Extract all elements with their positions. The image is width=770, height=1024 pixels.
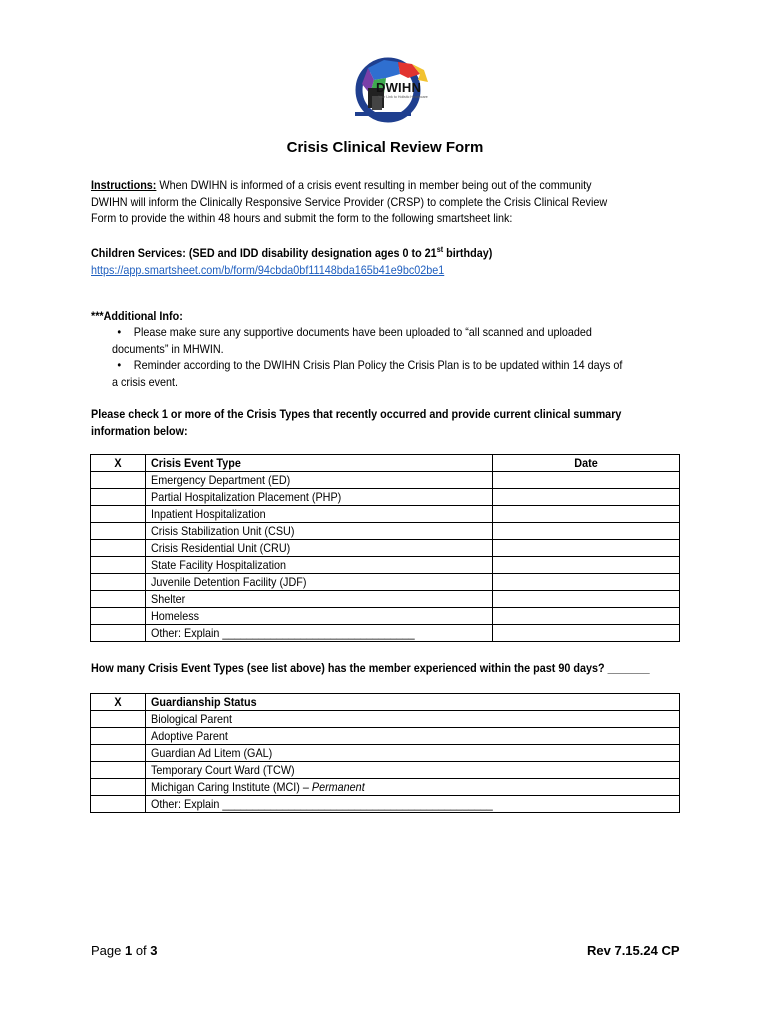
page-title: Crisis Clinical Review Form	[286, 139, 484, 156]
crisis-event-table	[90, 454, 680, 642]
guardianship-cell: Adoptive Parent	[146, 728, 680, 745]
table-header-row	[91, 694, 680, 711]
check-cell[interactable]	[91, 557, 146, 574]
check-cell[interactable]	[91, 591, 146, 608]
children-services-section	[91, 242, 627, 278]
table-row	[91, 762, 680, 779]
crisis-type-cell: State Facility Hospitalization	[146, 557, 493, 574]
crisis-type-cell: Juvenile Detention Facility (JDF)	[146, 574, 493, 591]
bullet-icon: •	[117, 325, 122, 339]
table-row	[91, 472, 680, 489]
additional-info-bullets	[112, 324, 630, 390]
check-cell[interactable]	[91, 574, 146, 591]
guardianship-cell: Temporary Court Ward (TCW)	[146, 762, 680, 779]
crisis-count-question: How many Crisis Event Types (see list above) has the member experienced within the past 90 days? _______	[91, 661, 650, 675]
instructions-paragraph	[91, 177, 627, 227]
children-services-label: Children Services: (SED and IDD disability designation ages 0 to 21st birthday)	[91, 245, 493, 260]
crisis-type-cell: Homeless	[146, 608, 493, 625]
table-header-row	[91, 455, 680, 472]
table-row	[91, 745, 680, 762]
check-cell[interactable]	[91, 472, 146, 489]
guardianship-cell: Other: Explain _____________________________________________	[146, 796, 680, 813]
crisis-type-cell: Emergency Department (ED)	[146, 472, 493, 489]
date-cell[interactable]	[493, 472, 680, 489]
check-cell[interactable]	[91, 762, 146, 779]
table-row	[91, 625, 680, 642]
check-cell[interactable]	[91, 711, 146, 728]
check-cell[interactable]	[91, 625, 146, 642]
crisis-type-cell: Shelter	[146, 591, 493, 608]
date-cell[interactable]	[493, 489, 680, 506]
column-header-x: X	[91, 455, 146, 472]
check-cell[interactable]	[91, 506, 146, 523]
table-row	[91, 608, 680, 625]
bullet-icon: •	[117, 358, 122, 372]
date-cell[interactable]	[493, 506, 680, 523]
logo-subtext: Your Link to Holistic Healthcare	[378, 95, 428, 99]
logo-text: DWIHN	[376, 80, 422, 95]
date-cell[interactable]	[493, 574, 680, 591]
column-header-crisis-type: Crisis Event Type	[146, 455, 493, 472]
check-cell[interactable]	[91, 796, 146, 813]
check-cell[interactable]	[91, 540, 146, 557]
table-row	[91, 506, 680, 523]
column-header-x: X	[91, 694, 146, 711]
instructions-label: Instructions:	[91, 178, 157, 192]
additional-info-label: ***Additional Info:	[91, 309, 183, 323]
guardianship-cell: Guardian Ad Litem (GAL)	[146, 745, 680, 762]
guardianship-table	[90, 693, 680, 813]
bullet-item: • Please make sure any supportive documents have been uploaded to “all scanned and uploaded documents” in MHWIN.	[112, 325, 592, 356]
bullet-item: • Reminder according to the DWIHN Crisis Plan Policy the Crisis Plan is to be updated within 14 days of a crisis event.	[112, 358, 623, 389]
crisis-type-cell: Partial Hospitalization Placement (PHP)	[146, 489, 493, 506]
check-cell[interactable]	[91, 489, 146, 506]
table-row	[91, 557, 680, 574]
table-row	[91, 779, 680, 796]
smartsheet-link[interactable]: https://app.smartsheet.com/b/form/94cbda0bf11148bda165b41e9bc02be1	[91, 262, 445, 277]
revision-label: Rev 7.15.24 CP	[587, 943, 680, 958]
date-cell[interactable]	[493, 608, 680, 625]
instructions-text: When DWIHN is informed of a crisis event resulting in member being out of the community DWIHN will inform the Clinically Responsive Service Provider (CRSP) to complete the Crisis Clinical Review Form to provide the within 48 hours and submit the form to the following smartsheet link:	[91, 178, 608, 225]
table-row	[91, 591, 680, 608]
table-row	[91, 796, 680, 813]
date-cell[interactable]	[493, 540, 680, 557]
guardianship-cell: Biological Parent	[146, 711, 680, 728]
crisis-type-cell: Inpatient Hospitalization	[146, 506, 493, 523]
table-row	[91, 728, 680, 745]
crisis-prompt: Please check 1 or more of the Crisis Types that recently occurred and provide current clinical summary information below:	[91, 407, 622, 438]
column-header-guardianship-status: Guardianship Status	[146, 694, 680, 711]
column-header-date: Date	[493, 455, 680, 472]
table-row	[91, 489, 680, 506]
check-cell[interactable]	[91, 745, 146, 762]
date-cell[interactable]	[493, 625, 680, 642]
guardianship-cell: Michigan Caring Institute (MCI) – Permanent	[146, 779, 680, 796]
crisis-type-cell: Crisis Stabilization Unit (CSU)	[146, 523, 493, 540]
table-row	[91, 574, 680, 591]
crisis-type-cell: Crisis Residential Unit (CRU)	[146, 540, 493, 557]
check-cell[interactable]	[91, 523, 146, 540]
table-row	[91, 540, 680, 557]
check-cell[interactable]	[91, 728, 146, 745]
date-cell[interactable]	[493, 591, 680, 608]
crisis-type-cell: Other: Explain ________________________________	[146, 625, 493, 642]
page-number: Page 1 of 3	[91, 943, 158, 958]
check-cell[interactable]	[91, 608, 146, 625]
check-cell[interactable]	[91, 779, 146, 796]
date-cell[interactable]	[493, 523, 680, 540]
table-row	[91, 711, 680, 728]
date-cell[interactable]	[493, 557, 680, 574]
table-row	[91, 523, 680, 540]
